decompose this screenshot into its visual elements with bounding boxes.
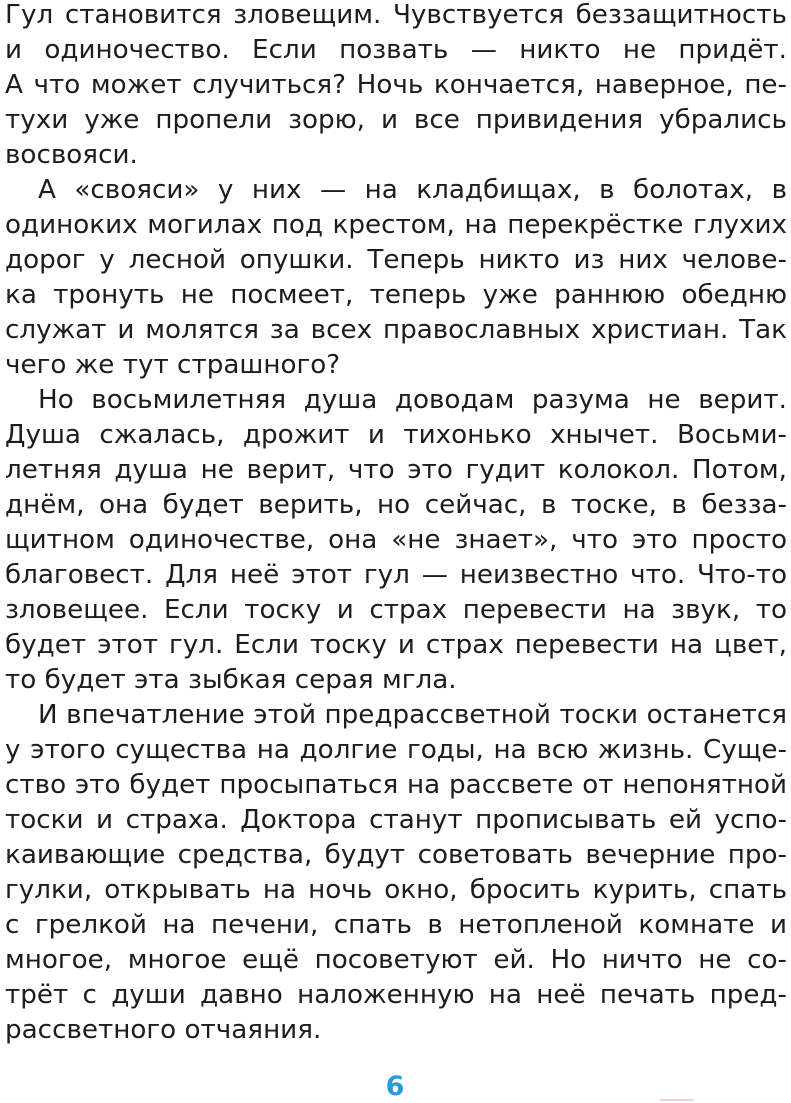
text-line: днём, она будет верить, но сейчас, в тоске, в безза-	[5, 490, 787, 520]
text-line: щитном одиночестве, она «не знает», что это просто	[5, 525, 787, 555]
text-line: тухи уже пропели зорю, и все привидения убрались	[5, 105, 787, 135]
text-line: гулки, открывать на ночь окно, бросить курить, спать	[5, 875, 787, 905]
text-line: зловещее. Если тоску и страх перевести на звук, то	[5, 595, 787, 625]
text-line: рассветного отчаяния.	[5, 1015, 322, 1045]
text-line: А «свояси» у них — на кладбищах, в болотах, в	[38, 175, 787, 205]
text-line: Гул становится зловещим. Чувствуется беззащитность	[5, 0, 787, 30]
text-line: Но восьмилетняя душа доводам разума не верит.	[38, 385, 787, 415]
text-line: и одиночество. Если позвать — никто не придёт.	[5, 35, 787, 65]
page-number: 6	[385, 1071, 405, 1102]
text-line: благовест. Для неё этот гул — неизвестно что. Что-то	[5, 560, 787, 590]
text-line: то будет эта зыбкая серая мгла.	[5, 665, 457, 695]
footer-rule	[660, 1099, 694, 1101]
text-line: одиноких могилах под крестом, на перекрёстке глухих	[5, 210, 787, 240]
text-line: Душа сжалась, дрожит и тихонько хнычет. Восьми-	[5, 420, 787, 450]
text-line: будет этот гул. Если тоску и страх перевести на цвет,	[5, 630, 787, 660]
text-line: многое, многое ещё посоветуют ей. Но ничто не со-	[5, 945, 787, 975]
text-line: ство это будет просыпаться на рассвете от непонятной	[5, 770, 787, 800]
text-line: дорог у лесной опушки. Теперь никто из них челове-	[5, 245, 787, 275]
text-line: ка тронуть не посмеет, теперь уже раннюю обедню	[5, 280, 787, 310]
text-line: восвояси.	[5, 140, 138, 170]
text-line: служат и молятся за всех православных христиан. Так	[5, 315, 787, 345]
text-line: летняя душа не верит, что это гудит колокол. Потом,	[5, 455, 787, 485]
text-line: А что может случиться? Ночь кончается, наверное, пе-	[5, 70, 787, 100]
text-line: чего же тут страшного?	[5, 350, 341, 380]
text-line: с грелкой на печени, спать в нетопленой комнате и	[5, 910, 787, 940]
text-line: И впечатление этой предрассветной тоски останется	[38, 700, 787, 730]
text-line: у этого существа на долгие годы, на всю жизнь. Суще-	[5, 735, 787, 765]
text-line: каивающие средства, будут советовать вечерние про-	[5, 840, 787, 870]
text-line: трёт с души давно наложенную на неё печать пред-	[5, 980, 787, 1010]
text-line: тоски и страха. Доктора станут прописывать ей успо-	[5, 805, 787, 835]
